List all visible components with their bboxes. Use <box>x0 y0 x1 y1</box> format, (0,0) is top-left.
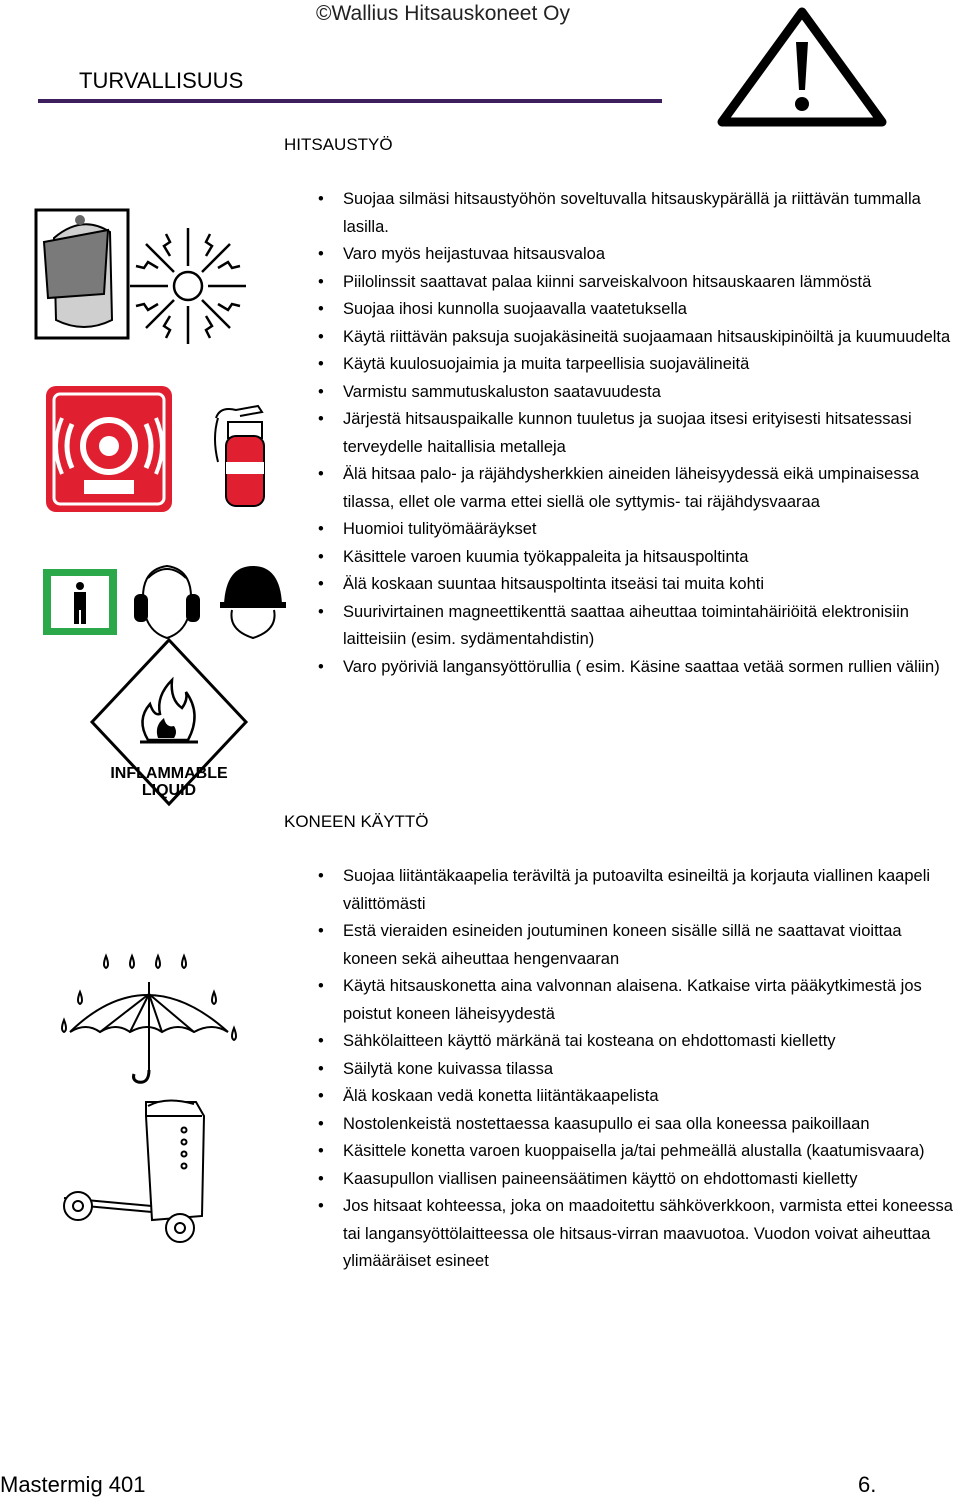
footer-page-number: 6. <box>858 1472 877 1497</box>
section-heading-koneen-kaytto: KONEEN KÄYTTÖ <box>284 812 429 831</box>
welding-machine-icon <box>56 1096 216 1246</box>
ear-protection-icon <box>132 560 202 642</box>
list-item: • Nostolenkeistä nostettaessa kaasupullo ei saa olla koneessa paikoillaan <box>318 1111 958 1139</box>
list-item: • Käytä riittävän paksuja suojakäsineitä suojaamaan hitsauskipinöiltä ja kuumuudelta <box>318 324 958 352</box>
list-item: • Käsittele varoen kuumia työkappaleita ja hitsauspoltinta <box>318 544 958 572</box>
list-item: • Älä koskaan suuntaa hitsauspoltinta itseäsi tai muita kohti <box>318 571 958 599</box>
welding-spark-icon <box>128 226 248 346</box>
hard-hat-icon <box>218 560 288 642</box>
emergency-exit-icon <box>42 568 118 636</box>
list-item: • Varo myös heijastuvaa hitsausvaloa <box>318 241 958 269</box>
title-underline <box>38 99 662 103</box>
list-item: • Käytä hitsauskonetta aina valvonnan alaisena. Katkaise virta pääkytkimestä jos poistut koneen läheisyydestä <box>318 973 958 1028</box>
fire-alarm-icon <box>44 384 174 514</box>
list-item: • Älä koskaan vedä konetta liitäntäkaapelista <box>318 1083 958 1111</box>
list-item: • Suojaa liitäntäkaapelia teräviltä ja putoavilta esineiltä ja korjauta viallinen kaapeli välittömästi <box>318 863 958 918</box>
list-item: • Sähkölaitteen käyttö märkänä tai kosteana on ehdottomasti kielletty <box>318 1028 958 1056</box>
section2-list <box>318 863 958 1276</box>
footer-model: Mastermig 401 <box>0 1472 146 1497</box>
list-item: • Huomioi tulityömääräykset <box>318 516 958 544</box>
welding-helmet-icon <box>34 208 130 340</box>
section-heading-hitsaustyo: HITSAUSTYÖ <box>284 135 393 154</box>
list-item: • Käsittele konetta varoen kuoppaisella ja/tai pehmeällä alustalla (kaatumisvaara) <box>318 1138 958 1166</box>
list-item: • Varo pyöriviä langansyöttörullia ( esim. Käsine saattaa vetää sormen rullien väliin) <box>318 654 958 682</box>
list-item: • Kaasupullon viallisen paineensäätimen käyttö on ehdottomasti kielletty <box>318 1166 958 1194</box>
list-item: • Piilolinssit saattavat palaa kiinni sarveiskalvoon hitsauskaaren lämmöstä <box>318 269 958 297</box>
list-item: • Estä vieraiden esineiden joutuminen koneen sisälle sillä ne saattavat vioittaa koneen sekä aiheuttaa hengenvaaran <box>318 918 958 973</box>
list-item: • Järjestä hitsauspaikalle kunnon tuuletus ja suojaa itsesi erityisesti hitsatessasi terveydelle haitallisia metalleja <box>318 406 958 461</box>
warning-triangle-icon <box>716 6 888 130</box>
list-item: • Suurivirtainen magneettikenttä saattaa aiheuttaa toimintahäiriöitä elektronisiin laitteisiin (esim. sydämentahdistin) <box>318 599 958 654</box>
list-item: • Varmistu sammutuskaluston saatavuudesta <box>318 379 958 407</box>
list-item: • Jos hitsaat kohteessa, joka on maadoitettu sähköverkkoon, varmista ettei koneessa tai langansyöttölaitteessa ole hitsaus-virran maavuotoa. Vuodon voivat aiheuttaa ylimääräiset esineet <box>318 1193 958 1276</box>
umbrella-rain-icon <box>56 952 242 1092</box>
list-item: • Suojaa ihosi kunnolla suojaavalla vaatetuksella <box>318 296 958 324</box>
flammable-label-line2: LIQUID <box>141 782 197 799</box>
copyright-text: ©Wallius Hitsauskoneet Oy <box>316 2 570 25</box>
flammable-label-line1: INFLAMMABLE <box>110 765 228 782</box>
list-item: • Säilytä kone kuivassa tilassa <box>318 1056 958 1084</box>
page-title: TURVALLISUUS <box>79 68 244 93</box>
section1-list <box>318 186 958 681</box>
list-item: • Suojaa silmäsi hitsaustyöhön soveltuvalla hitsauskypärällä ja riittävän tummalla lasilla. <box>318 186 958 241</box>
list-item: • Älä hitsaa palo- ja räjähdysherkkien aineiden läheisyydessä eikä umpinaisessa tilassa, ellet ole varma ettei siellä ole syttymis- tai räjähdysvaaraa <box>318 461 958 516</box>
fire-extinguisher-icon <box>210 398 280 510</box>
flammable-liquid-icon <box>86 634 252 810</box>
list-item: • Käytä kuulosuojaimia ja muita tarpeellisia suojavälineitä <box>318 351 958 379</box>
